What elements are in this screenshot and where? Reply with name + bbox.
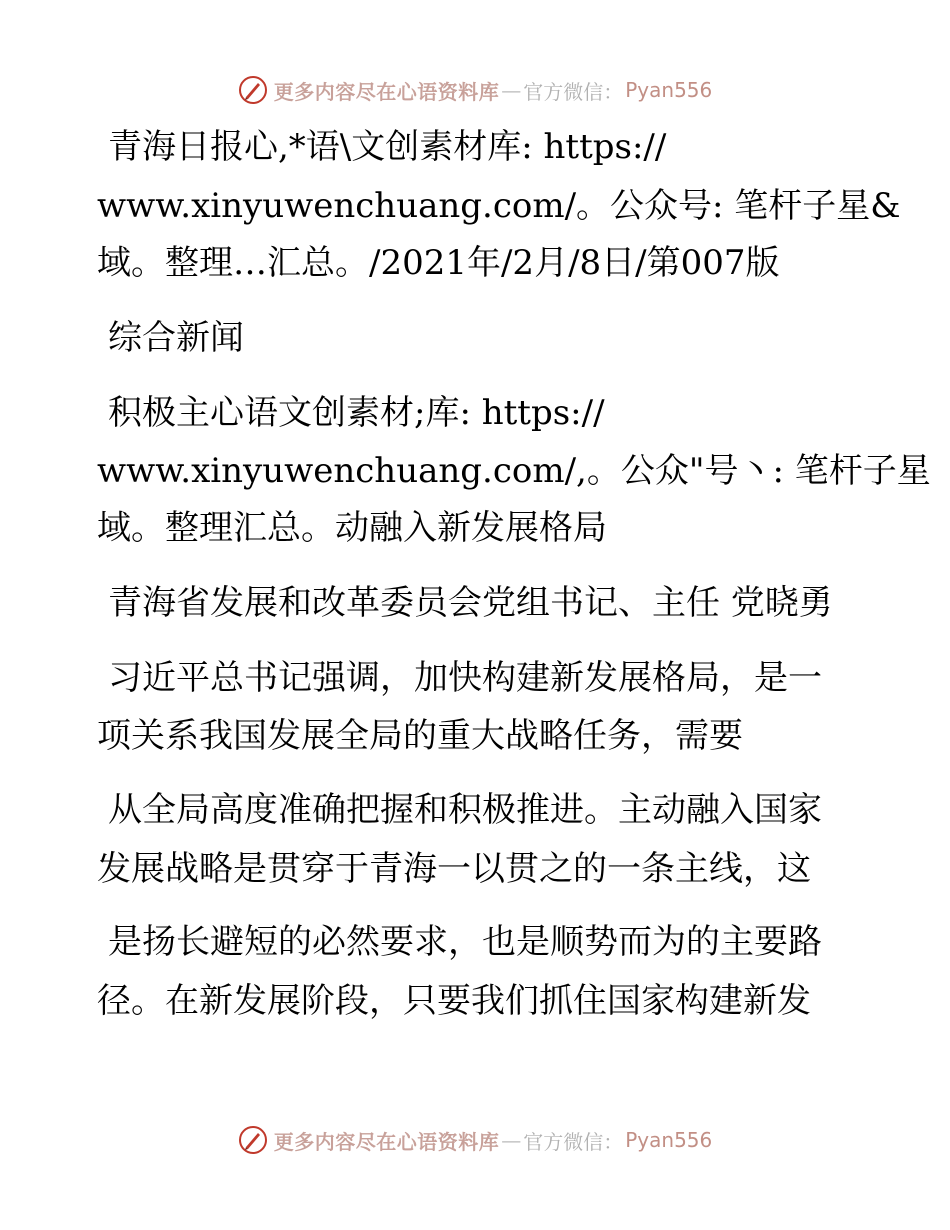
footer-watermark xyxy=(0,1120,950,1160)
author-byline: 青海省发展和改革委员会党组书记、主任 党晓勇 xyxy=(108,583,833,623)
text-line: 径。在新发展阶段，只要我们抓住国家构建新发 xyxy=(97,981,811,1021)
watermark-separator: — xyxy=(501,78,522,102)
quill-icon xyxy=(238,75,268,105)
text-line: 是扬长避短的必然要求，也是顺势而为的主要路 xyxy=(108,922,822,962)
text-line: 发展战略是贯穿于青海一以贯之的一条主线，这 xyxy=(97,849,811,889)
text-line: 积极主心语文创素材;库: https:// xyxy=(108,393,605,433)
text-line: 域。整理…汇总。/2021年/2月/8日/第007版 xyxy=(97,243,780,283)
text-line: www.xinyuwenchuang.com/,。公众"号丶: 笔杆子星 xyxy=(97,451,931,491)
watermark-text: 更多内容尽在心语资料库 xyxy=(273,79,500,104)
text-line: 从全局高度准确把握和积极推进。主动融入国家 xyxy=(108,790,822,830)
text-line: www.xinyuwenchuang.com/。公众号: 笔杆子星& xyxy=(97,186,901,226)
text-line: 青海日报心,*语\文创素材库: https:// xyxy=(108,127,667,167)
watermark-separator: — xyxy=(501,1128,522,1152)
text-line: 项关系我国发展全局的重大战略任务，需要 xyxy=(97,716,743,756)
header-watermark xyxy=(0,70,950,110)
watermark-text: 更多内容尽在心语资料库 xyxy=(273,1129,500,1154)
watermark-id: Pyan556 xyxy=(625,1128,713,1152)
watermark-id: Pyan556 xyxy=(625,78,713,102)
section-heading: 综合新闻 xyxy=(108,318,244,358)
text-line: 习近平总书记强调，加快构建新发展格局，是一 xyxy=(108,658,822,698)
article-title: 域。整理汇总。动融入新发展格局 xyxy=(97,508,607,548)
watermark-official-label: 官方微信： xyxy=(523,79,624,104)
watermark-official-label: 官方微信： xyxy=(523,1129,624,1154)
quill-icon xyxy=(238,1125,268,1155)
